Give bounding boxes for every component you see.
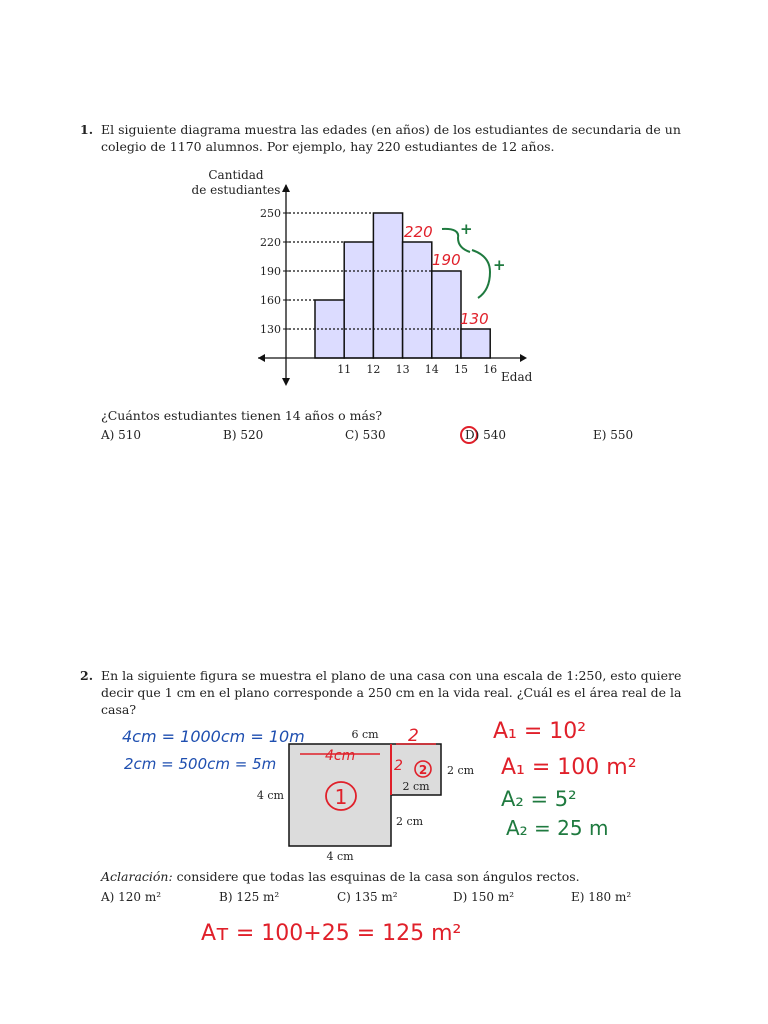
x-tick-label-16: 16 [483, 363, 498, 376]
q2-option-c[interactable]: C) 135 m² [337, 890, 398, 904]
hand-top-4cm: 4cm [325, 748, 356, 764]
y-axis-title-line-1: Cantidad [208, 168, 264, 182]
clarification-label: Aclaración: [101, 869, 173, 884]
house-shape [289, 744, 441, 846]
y-tick-label-250: 250 [260, 207, 281, 220]
q1-option-a[interactable]: A) 510 [101, 428, 142, 442]
clarification [101, 868, 580, 885]
region-2-label: 2 [418, 763, 428, 777]
question-2-line-1: En la siguiente figura se muestra el plano de una casa con una escala de 1:250, esto quiere [101, 668, 682, 683]
dim-right-top-2cm: 2 cm [447, 764, 475, 777]
hand-conversion-2: 2cm = 500cm = 5m [124, 755, 277, 773]
question-1-line-1: El siguiente diagrama muestra las edades (en años) de los estudiantes de secundaria de un [101, 122, 681, 137]
hand-conversion-1: 4cm = 1000cm = 10m [122, 727, 305, 746]
question-1-prompt: ¿Cuántos estudiantes tienen 14 años o más? [101, 408, 383, 423]
x-tick-label-11: 11 [337, 363, 352, 376]
x-tick-label-13: 13 [395, 363, 410, 376]
hand-side-2: 2 [394, 758, 403, 774]
question-1-line-2: colegio de 1170 alumnos. Por ejemplo, hay 220 estudiantes de 12 años. [101, 139, 555, 154]
y-tick-label-160: 160 [260, 294, 281, 307]
question-2-number: 2. [80, 668, 94, 683]
question-1-number: 1. [80, 122, 94, 137]
annotation-190: 190 [432, 251, 461, 269]
y-tick-label-130: 130 [260, 323, 281, 336]
annotation-130: 130 [460, 310, 489, 328]
hand-top-2: 2 [408, 726, 419, 746]
annotation-220: 220 [404, 223, 433, 241]
hand-total: Aᴛ = 100+25 = 125 m² [201, 921, 462, 946]
q2-option-a[interactable]: A) 120 m² [101, 890, 162, 904]
q1-option-c[interactable]: C) 530 [345, 428, 386, 442]
clarification-text: considere que todas las esquinas de la casa son ángulos rectos. [172, 869, 580, 884]
hand-a1-line-2: A₁ = 100 m² [501, 755, 637, 780]
question-2-line-3: casa? [101, 702, 137, 717]
q1-option-e[interactable]: E) 550 [593, 428, 634, 442]
dim-bottom-4cm: 4 cm [326, 850, 354, 863]
x-tick-label-14: 14 [424, 363, 439, 376]
y-axis-title-line-2: de estudiantes [191, 183, 281, 197]
question-2-line-2: decir que 1 cm en el plano corresponde a 250 cm en la vida real. ¿Cuál es el área real de la [101, 685, 682, 700]
dim-right-low-2cm: 2 cm [396, 815, 424, 828]
x-axis-title: Edad [501, 370, 533, 384]
q2-option-d[interactable]: D) 150 m² [453, 890, 515, 904]
hand-a2-line-1: A₂ = 5² [501, 787, 577, 811]
dim-top-6cm: 6 cm [351, 728, 379, 741]
y-tick-label-220: 220 [260, 236, 281, 249]
dim-step-2cm: 2 cm [402, 780, 430, 793]
annotation-plus-2: + [493, 256, 506, 274]
x-tick-label-12: 12 [366, 363, 381, 376]
q1-option-d[interactable]: D) 540 [465, 428, 507, 442]
y-tick-label-190: 190 [260, 265, 281, 278]
q2-option-b[interactable]: B) 125 m² [219, 890, 280, 904]
region-1-label: 1 [334, 785, 348, 809]
hand-a1-line-1: A₁ = 10² [493, 719, 587, 744]
hand-a2-line-2: A₂ = 25 m [506, 816, 609, 840]
dim-left-4cm: 4 cm [256, 789, 284, 802]
q2-option-e[interactable]: E) 180 m² [571, 890, 632, 904]
x-tick-label-15: 15 [454, 363, 468, 376]
q1-option-b[interactable]: B) 520 [223, 428, 264, 442]
annotation-plus-1: + [460, 220, 473, 238]
